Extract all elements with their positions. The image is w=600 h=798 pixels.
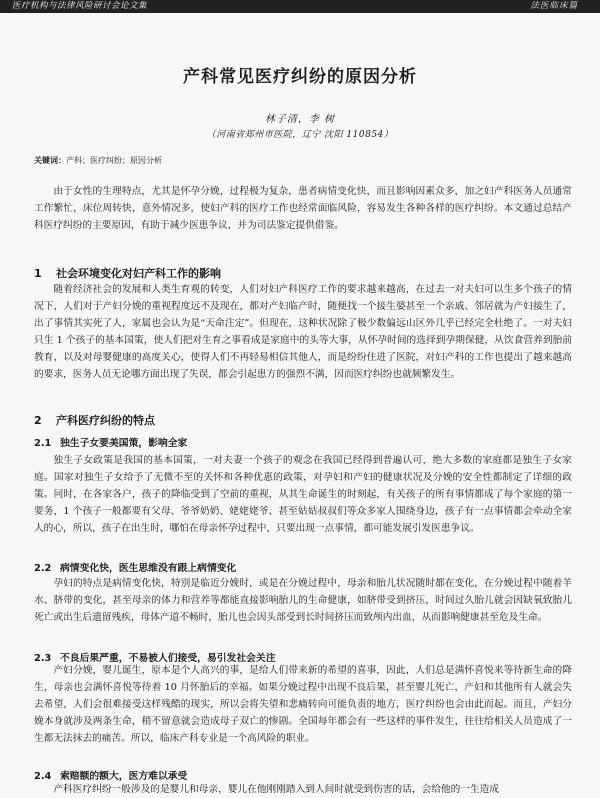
- article-title: 产科常见医疗纠纷的原因分析: [183, 67, 417, 87]
- section-1-heading: [34, 265, 221, 281]
- section-1-number: 1: [34, 267, 42, 280]
- keywords-text: 产科；医疗纠纷；原因分析: [66, 156, 162, 165]
- keywords: [34, 155, 162, 166]
- abstract-paragraph: 由于女性的生理特点，尤其是怀孕分娩，过程极为复杂，患者病情变化快，而且影响因素众多，加之妇产科医务人员通常工作繁忙，床位周转快，意外情况多，使妇产科的医疗工作也经常面临风险，容易发生各种各样的医疗纠纷。本文通过总结产科医疗纠纷的主要原因，有助于减少医患争议，并为司法鉴定提供借鉴。: [34, 186, 572, 231]
- subsection-2-2-title: 病情变化快，医生思维没有跟上病情变化: [60, 563, 237, 574]
- subsection-2-3-paragraph: 产妇分娩，婴儿诞生，原本是个人高兴的事，是给人们带来新的希望的喜事，因此，人们总是满怀喜悦来等待新生命的降生，母亲也会满怀喜悦等待着 10 月怀胎后的幸福。如果分娩过程中出现不良后果，甚至婴儿死亡，产妇和其他所有人就会失去希望，人们会很难接受这样残酷的现实，所以会将失望和悲痛转向可能负责的地方，医疗纠纷也会由此而起。而且，产妇分娩本身就涉及两条生命，稍不留意就会造成母子双亡的惨剧。全国每年都会有一些这样的事件发生，往往给相关人员造成了一生都无法抹去的痛苦。所以，临床产科专业是一个高风险的职业。: [34, 665, 572, 744]
- subsection-2-3-number: 2.3: [34, 653, 52, 664]
- article-authors: 林子清，李 树: [264, 114, 336, 125]
- header-right-text: 法医临床篇: [530, 1, 578, 11]
- keywords-label: 关键词：: [34, 156, 66, 165]
- subsection-2-2-number: 2.2: [34, 563, 52, 574]
- subsection-2-1-number: 2.1: [34, 438, 52, 449]
- subsection-2-4-title: 索赔额的额大，医方难以承受: [60, 771, 188, 782]
- section-1-paragraph: 随着经济社会的发展和人类生育观的转变，人们对妇产科医疗工作的要求越来越高，在过去一对夫妇可以生多个孩子的情况下，人们对于产妇分娩的重视程度远不及现在，都对产妇临产时，随便找一个接生婆甚至一个亲戚、邻居就为产妇接生了，出了事情其实死了人，家属也会认为是“天命注定”。但现在，这种状况除了极少数偏远山区外几乎已经完全杜绝了。一对夫妇只生 1 个孩子的基本国策，使人们把对生育之事看成是家庭中的头等大事，从怀孕时间的选择到孕期保健，从饮食营养到胎前教育，以及对母婴健康的高度关心，使得人们不再轻易相信其他人，而是纷纷住进了医院，对妇产科的工作也提出了越来越高的要求，医务人员无论哪方面出现了失误，都会引起患方的强烈不满，因而医疗纠纷也就频繁发生。: [34, 284, 572, 380]
- subsection-2-3-title: 不良后果严重，不易被人们接受，易引发社会关注: [60, 653, 276, 664]
- subsection-2-1-title: 独生子女要美国策，影响全家: [60, 438, 188, 449]
- subsection-2-4-paragraph: 产科医疗纠纷一般涉及的是婴儿和母亲，婴儿在他刚刚踏入到人间时就受到伤害的话，会给他的一生造成: [53, 784, 500, 795]
- section-2-title: 产科医疗纠纷的特点: [56, 414, 155, 427]
- subsection-2-1-paragraph: 独生子女政策是我国的基本国策，一对夫妻一个孩子的观念在我国已经得到普遍认可，绝大多数的家庭都是独生子女家庭。国家对独生子女给予了无微不至的关怀和各种优惠的政策，对孕妇和产妇的健康状况及分娩的安全性都制定了详细的政策。同时，在各家各户，孩子的降临受到了空前的重视，从其生命诞生的时刻起，有关孩子的所有事情都成了每个家庭的第一要务，1 个孩子一般都要有父母、爷爷奶奶、姥姥姥爷、甚至姑姑叔叔们等众多家人围绕身边，孩子有一点事情都会牵动全家人的心，所以，孩子在出生时，哪怕在母亲怀孕过程中，只要出现一点事情，都可能发展引发医患争议。: [34, 455, 572, 534]
- subsection-2-4-number: 2.4: [34, 771, 52, 782]
- subsection-2-2-heading: [34, 560, 236, 574]
- subsection-2-2-paragraph: 孕妇的特点是病情变化快，特别是临近分娩时，或是在分娩过程中，母亲和胎儿状况随时都在变化，在分娩过程中随着羊水、脐带的变化，甚至母亲的体力和营养等都能直接影响胎儿的生命健康，如脐带受到挤压，时间过久胎儿就会因缺氧致胎儿死亡或出生后遗留残疾，母体产道不畅时，胎儿也会因头部受到长时间挤压而致颅内出血，从而影响健康甚至危及生命。: [34, 578, 572, 623]
- subsection-2-1-heading: [34, 435, 187, 449]
- section-2-number: 2: [34, 414, 42, 427]
- subsection-2-4-heading: [34, 768, 187, 782]
- section-2-heading: [34, 412, 155, 428]
- section-1-title: 社会环境变化对妇产科工作的影响: [56, 267, 221, 280]
- article-affiliation: （河南省郑州市医院，辽宁 沈阳 110854）: [206, 130, 394, 140]
- header-left-text: 医疗机构与法律风险研讨会论文集: [12, 1, 148, 11]
- running-header: [0, 0, 600, 13]
